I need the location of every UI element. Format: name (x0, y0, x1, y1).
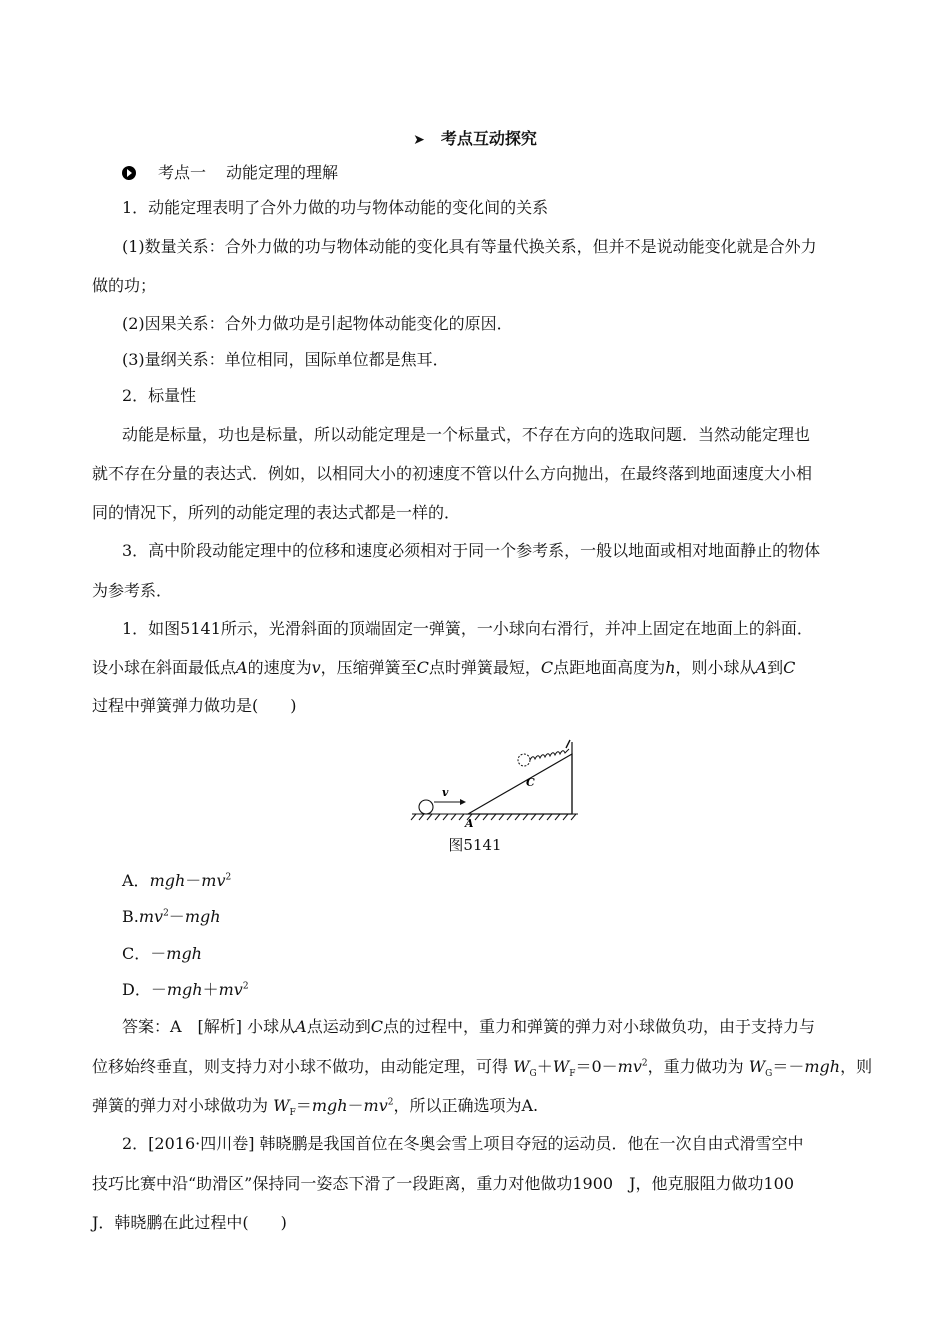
paragraph: (2)因果关系：合外力做功是引起物体动能变化的原因． (122, 314, 513, 333)
topic-title (122, 160, 338, 183)
topic-label: 考点一 (158, 163, 207, 182)
figure-caption: 图5141 (448, 836, 502, 854)
heading-text: 考点互动探究 (440, 129, 537, 148)
ball-icon (419, 800, 433, 814)
ground-hatching (411, 814, 578, 820)
incline (468, 754, 572, 814)
question-2-line: 技巧比赛中沿“助滑区”保持同一姿态下滑了一段距离，重力对他做功1900 J，他克服阻力做功100 (92, 1174, 795, 1193)
paragraph: 动能是标量，功也是标量，所以动能定理是一个标量式，不存在方向的选取问题．当然动能定理也 (122, 425, 811, 444)
label-v: v (442, 786, 449, 799)
label-a: A (465, 817, 474, 828)
question-1-line: 1．如图5141所示，光滑斜面的顶端固定一弹簧，一小球向右滑行，并冲上固定在地面上的斜面． (122, 619, 813, 638)
ball-at-c-icon (518, 754, 530, 766)
incline-spring-figure (410, 736, 580, 828)
answer-line: 弹簧的弹力对小球做功为 $W_F=mgh-mv^2$，所以正确选项为A. (92, 1096, 539, 1119)
option-d: D．$-mgh+mv^2$ (122, 980, 249, 999)
question-2-line: 2．[2016·四川卷] 韩晓鹏是我国首位在冬奥会雪上项目夺冠的运动员．他在一次自由式滑雪空中 (122, 1134, 804, 1153)
play-bullet-icon (122, 166, 136, 180)
label-c: C (526, 776, 535, 789)
question-1-line: 设小球在斜面最低点A的速度为v，压缩弹簧至C点时弹簧最短，C点距地面高度为h，则小球从A到C (92, 658, 796, 677)
paragraph: 为参考系． (92, 581, 173, 600)
option-a: A．$mgh-mv^2$ (122, 871, 232, 890)
section-heading (0, 126, 950, 149)
option-b: $B.mv^2-mgh$ (122, 907, 221, 926)
spring-icon (530, 749, 569, 760)
arrow-bullet-icon: ➤ (413, 132, 425, 148)
paragraph: 做的功； (92, 276, 157, 295)
question-1-line: 过程中弹簧弹力做功是( ) (92, 696, 297, 715)
paragraph: (3)量纲关系：单位相同，国际单位都是焦耳． (122, 350, 449, 369)
paragraph: 2．标量性 (122, 386, 197, 405)
paragraph: 同的情况下，所列的动能定理的表达式都是一样的． (92, 503, 461, 522)
answer-line: 位移始终垂直，则支持力对小球不做功，由动能定理，可得 $W_G+W_F=0-mv^2$，重力做功为 $W_G=-mgh$，则 (92, 1057, 873, 1080)
answer-line: 答案：A [解析] 小球从A点运动到C点的过程中，重力和弹簧的弹力对小球做负功，由于支持力与 (122, 1017, 815, 1036)
paragraph: 就不存在分量的表达式．例如，以相同大小的初速度不管以什么方向抛出，在最终落到地面速度大小相 (92, 464, 813, 483)
question-2-line: J．韩晓鹏在此过程中( ) (92, 1213, 287, 1232)
paragraph: (1)数量关系：合外力做的功与物体动能的变化具有等量代换关系，但并不是说动能变化就是合外力 (122, 237, 817, 256)
option-c: C．－mgh (122, 944, 202, 963)
paragraph: 3．高中阶段动能定理中的位移和速度必须相对于同一个参考系，一般以地面或相对地面静止的物体 (122, 541, 821, 560)
paragraph: 1．动能定理表明了合外力做的功与物体动能的变化间的关系 (122, 198, 549, 217)
topic-name: 动能定理的理解 (226, 163, 339, 182)
